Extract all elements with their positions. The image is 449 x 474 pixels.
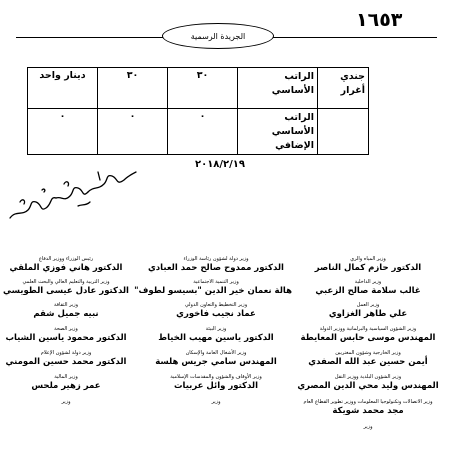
table-cell-value: ٠	[168, 109, 238, 155]
official-signature	[0, 375, 142, 391]
official-title: وزير التخطيط والتعاون الدولي	[184, 302, 248, 308]
official-name: هالة نعمان خير الدين "بسيسو لطوف"	[134, 285, 292, 296]
official-signature	[140, 375, 292, 391]
official-signature	[140, 303, 292, 319]
official-signature	[292, 280, 444, 296]
official-title: وزير الشؤون البلدية ووزير النقل	[334, 374, 402, 380]
official-title: وزير الشؤون السياسية والبرلمانية ووزير الدولة	[319, 326, 417, 332]
official-title: وزير التنمية الاجتماعية	[193, 279, 239, 285]
official-signature	[292, 327, 444, 343]
table-cell-value: ٣٠	[98, 68, 168, 109]
official-name: نبيه جميل شقم	[33, 308, 99, 319]
official-name: المهندس موسى حابس المعايطة	[300, 332, 436, 343]
official-title: وزير الداخلية	[354, 279, 382, 285]
official-signature	[140, 327, 292, 343]
official-title: وزير	[211, 399, 221, 405]
official-name: الدكتور ياسين مهيب الخياط	[158, 332, 274, 343]
table-cell-value: دينار واحد	[28, 68, 98, 109]
official-name: المهندس سامي جريس هلسة	[155, 356, 277, 367]
official-signature	[140, 351, 292, 367]
official-name: مجد محمد شويكة	[332, 405, 404, 416]
official-title: وزير البيئة	[205, 326, 227, 332]
official-name: الدكتور ممدوح صالح حمد العبادي	[148, 262, 284, 273]
official-title: وزير	[61, 399, 71, 405]
document-date: ٢٠١٨/٢/١٩	[194, 159, 246, 170]
official-name: الدكتور محمود ياسين الشياب	[5, 332, 127, 343]
official-title: وزير الثقافة	[53, 302, 79, 308]
table-cell-header: الراتب الأساسي	[238, 68, 318, 109]
official-signature	[292, 351, 444, 367]
official-signature	[292, 400, 444, 416]
official-name: أيمن حسين عبد الله الصفدي	[308, 356, 428, 367]
table-cell-header: الراتب الأساسي الإضافي	[238, 109, 318, 155]
official-signature	[0, 351, 142, 367]
official-signature	[0, 257, 142, 273]
official-name: الدكتور حازم كمال الناصر	[314, 262, 422, 273]
official-signature	[0, 280, 142, 296]
official-name: عماد نجيب فاخوري	[176, 308, 256, 319]
official-title: وزير الخارجية وشؤون المغتربين	[335, 350, 401, 356]
official-signature	[0, 303, 142, 319]
official-title: وزير التربية والتعليم العالي والبحث العلمي	[22, 279, 110, 285]
official-signature	[292, 375, 444, 391]
official-name: الدكتور هاني فوزي الملقي	[9, 262, 123, 273]
official-signature	[140, 400, 292, 406]
table-cell-value: ٠	[28, 109, 98, 155]
official-title: رئيس الوزراء ووزير الدفاع	[38, 256, 94, 262]
page-number: ١٦٥٣	[356, 9, 403, 31]
official-title: وزير دولة لشؤون رئاسة الوزراء	[183, 256, 249, 262]
official-title: وزير المالية	[54, 374, 78, 380]
official-name: الدكتور وائل عربيات	[173, 380, 259, 391]
official-title: وزير الأشغال العامة والإسكان	[185, 350, 247, 356]
official-name: الدكتور محمد حسين المومني	[5, 356, 127, 367]
official-signature	[140, 257, 292, 273]
gazette-title: الجريدة الرسمية	[190, 31, 246, 41]
official-title: وزير الاتصالات وتكنولوجيا المعلومات ووزير تطوير القطاع العام	[303, 399, 433, 405]
table-cell-value: ٠	[98, 109, 168, 155]
official-signature	[134, 279, 292, 296]
official-signature	[0, 327, 142, 343]
official-title: وزير	[363, 424, 373, 430]
official-title: وزير المياه والري	[350, 256, 386, 262]
official-title: وزير الأوقاف والشؤون والمقدسات الإسلامية	[170, 374, 262, 380]
official-signature	[0, 400, 142, 406]
official-signature	[292, 257, 444, 273]
table-cell-value: ٣٠	[168, 68, 238, 109]
official-name: الدكتور عادل عيسى الطويسي	[3, 285, 129, 296]
official-title: وزير العمل	[356, 302, 380, 308]
official-name: عمر زهير ملحس	[31, 380, 101, 391]
official-name: المهندس وليد محي الدين المصري	[297, 380, 439, 391]
official-signature	[292, 303, 444, 319]
official-name: غالب سلامة صالح الزعبي	[315, 285, 421, 296]
official-signature	[292, 425, 444, 431]
official-name: علي طاهر الغزاوي	[328, 308, 408, 319]
official-title: وزير الصحة	[54, 326, 78, 332]
table-cell-rank: جندي أغرار	[318, 68, 369, 109]
official-title: وزير دولة لشؤون الإعلام	[40, 350, 92, 356]
